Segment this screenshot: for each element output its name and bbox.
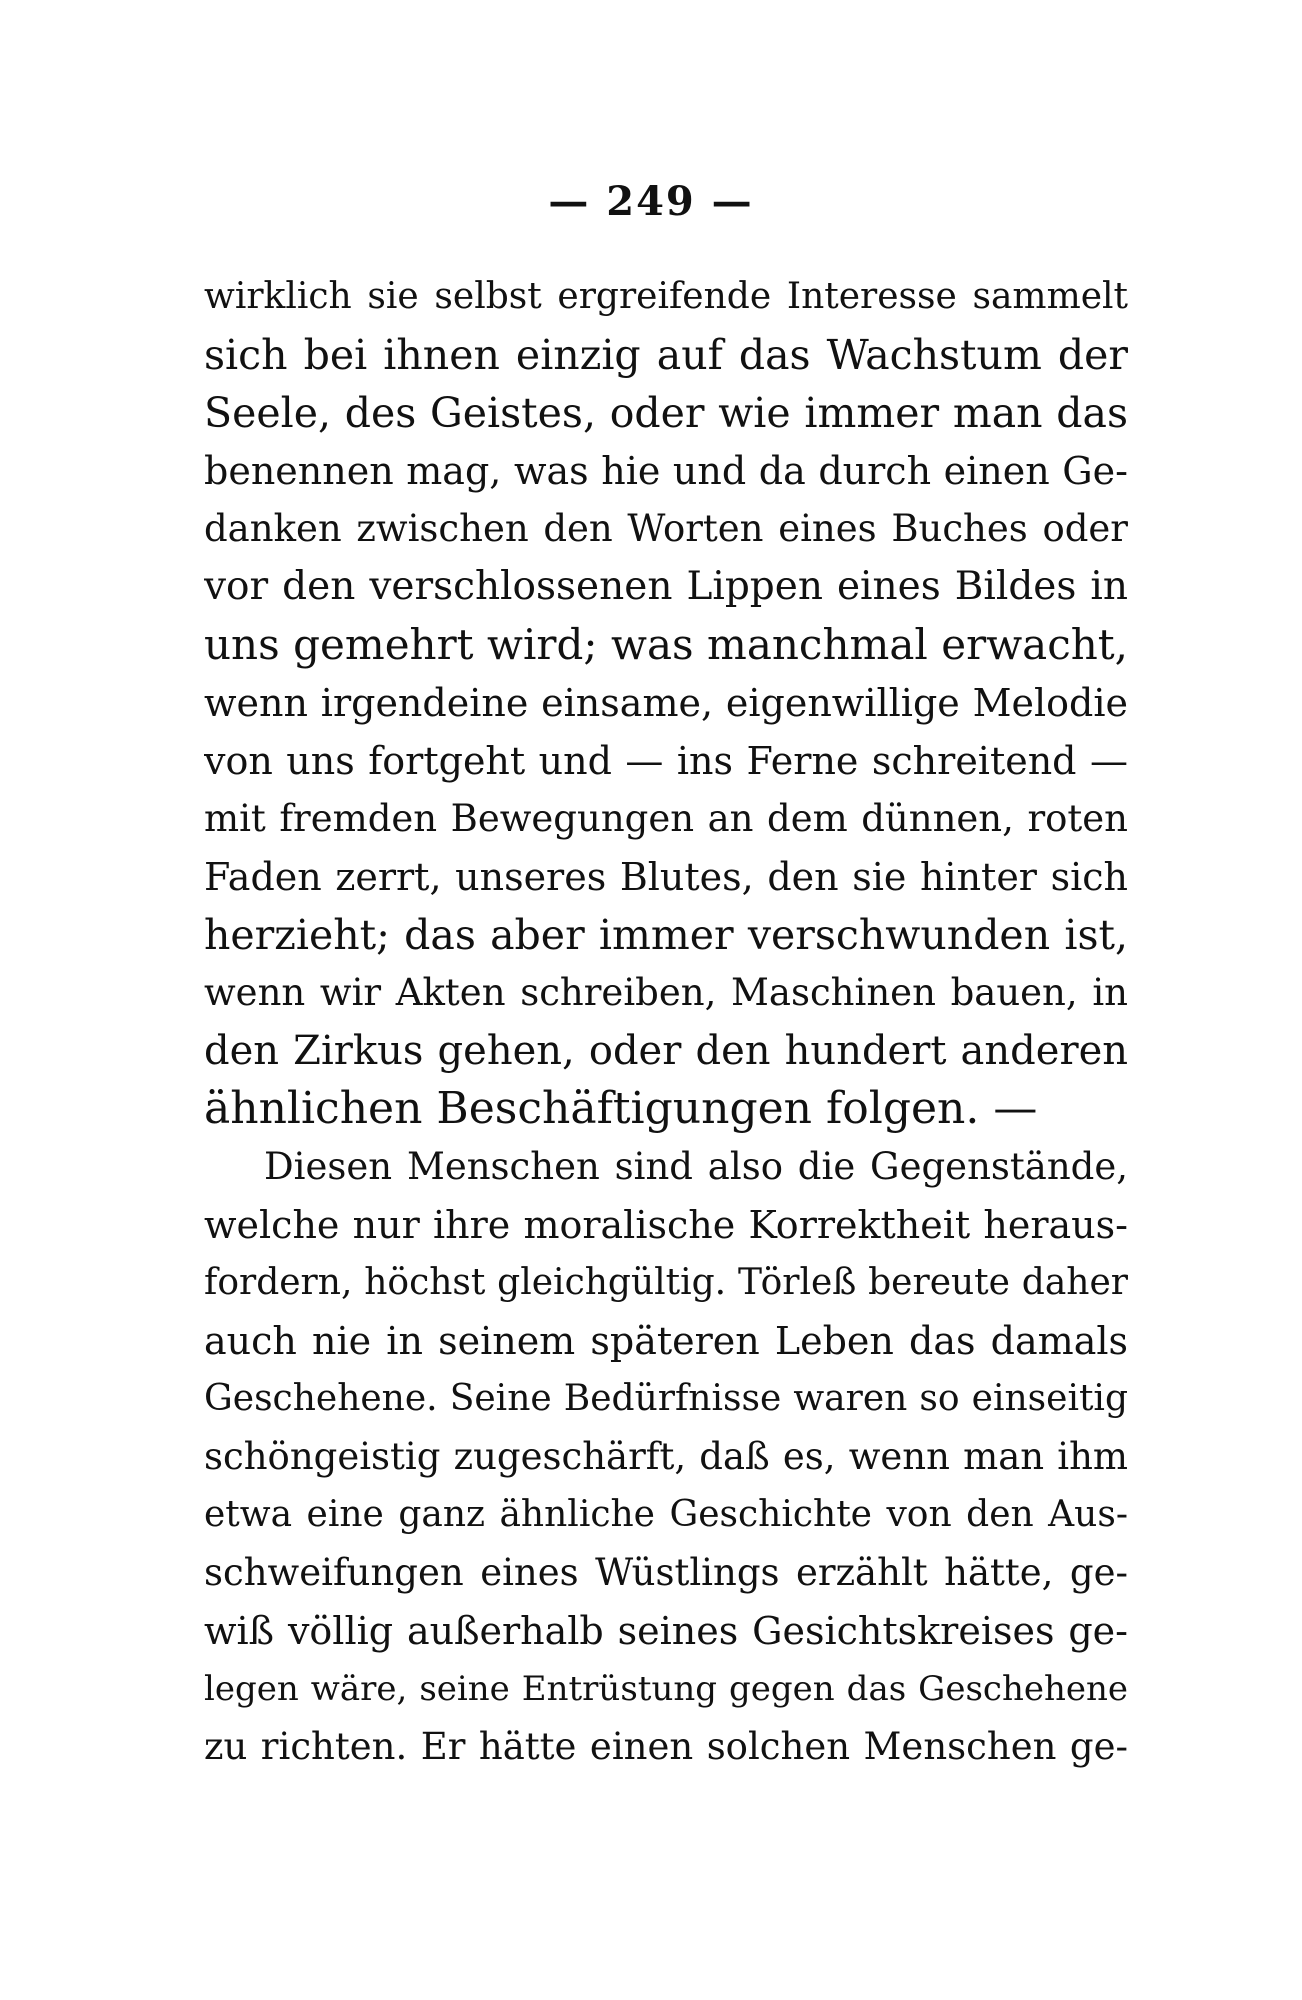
text-line: sich bei ihnen einzig auf das Wachstum der	[204, 331, 1128, 379]
text-line: Faden zerrt, unseres Blutes, den sie hinter sich	[204, 855, 1128, 899]
text-line: danken zwischen den Worten eines Buches oder	[204, 507, 1128, 550]
text-line: auch nie in seinem späteren Leben das damals	[204, 1319, 1128, 1363]
text-line: ähnlichen Beschäftigungen folgen. —	[204, 1083, 1038, 1134]
page-number: — 249 —	[548, 178, 754, 225]
text-line: wenn irgendeine einsame, eigenwillige Melodie	[204, 681, 1128, 725]
text-line: den Zirkus gehen, oder den hundert anderen	[204, 1028, 1128, 1074]
body-text	[204, 268, 1128, 1776]
text-line: mit fremden Bewegungen an dem dünnen, roten	[204, 797, 1128, 840]
text-line: zu richten. Er hätte einen solchen Menschen ge-	[204, 1725, 1128, 1768]
text-line: von uns fortgeht und — ins Ferne schreitend —	[204, 739, 1128, 783]
text-line: fordern, höchst gleichgültig. Törleß bereute daher	[204, 1262, 1128, 1303]
text-line: wiß völlig außerhalb seines Gesichtskreises ge-	[204, 1609, 1128, 1653]
text-line: schöngeistig zugeschärft, daß es, wenn man ihm	[204, 1435, 1128, 1478]
text-line: schweifungen eines Wüstlings erzählt hätte, ge-	[204, 1551, 1128, 1594]
text-line: welche nur ihre moralische Korrektheit heraus-	[204, 1203, 1128, 1247]
text-line: legen wäre, seine Entrüstung gegen das Geschehene	[204, 1669, 1128, 1709]
text-line: Diesen Menschen sind also die Gegenstände,	[264, 1145, 1128, 1188]
paragraph-2	[204, 1138, 1128, 1776]
text-line: wirklich sie selbst ergreifende Interesse sammelt	[204, 276, 1128, 317]
text-line: Geschehene. Seine Bedürfnisse waren so einseitig	[204, 1378, 1128, 1419]
text-line: wenn wir Akten schreiben, Maschinen bauen, in	[204, 971, 1128, 1014]
text-line: herzieht; das aber immer verschwunden ist,	[204, 911, 1128, 959]
text-line: uns gemehrt wird; was manchmal erwacht,	[204, 620, 1128, 669]
text-line: etwa eine ganz ähnliche Geschichte von den Aus-	[204, 1494, 1128, 1535]
text-line: Seele, des Geistes, oder wie immer man das	[204, 389, 1128, 437]
paragraph-1	[204, 268, 1128, 1138]
text-line: vor den verschlossenen Lippen eines Bildes in	[204, 564, 1128, 609]
text-line: benennen mag, was hie und da durch einen Ge-	[204, 449, 1128, 493]
